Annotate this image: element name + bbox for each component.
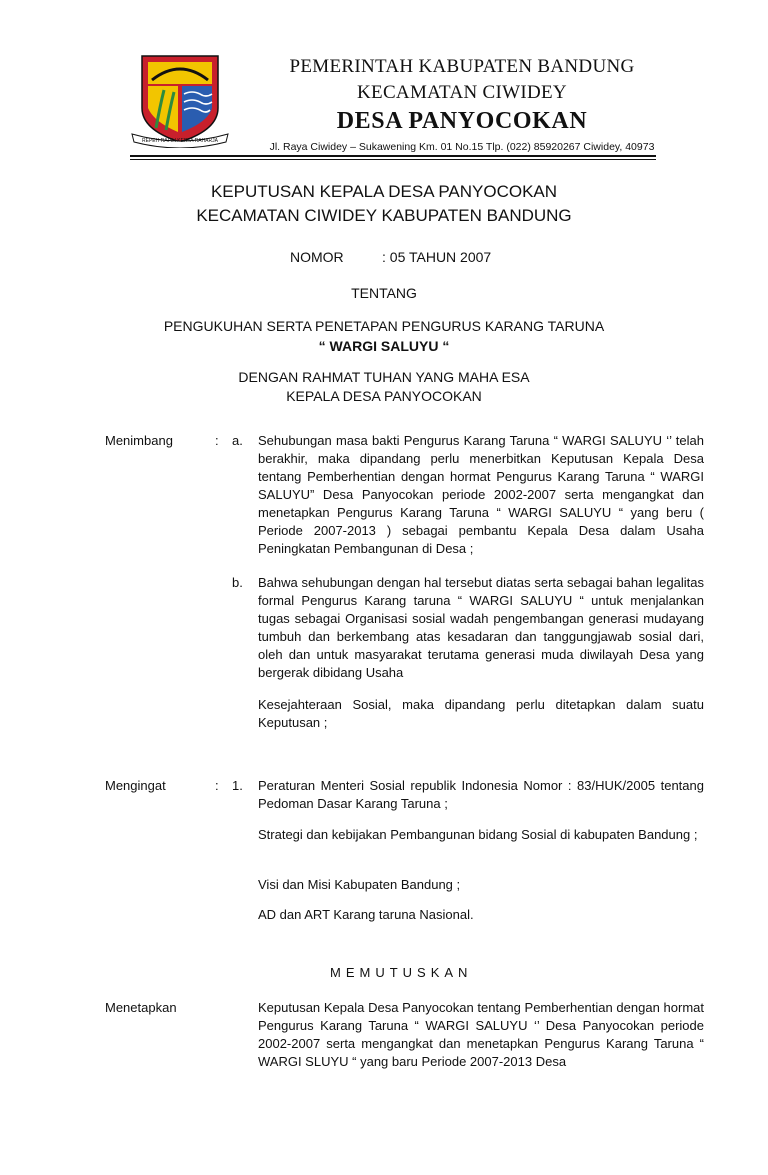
- letterhead-address: Jl. Raya Ciwidey – Sukawening Km. 01 No.15 Tlp. (022) 85920267 Ciwidey, 40973: [269, 141, 655, 153]
- menimbang-label: Menimbang: [105, 433, 173, 448]
- menetapkan-label: Menetapkan: [105, 1000, 177, 1015]
- mengingat-item2: Strategi dan kebijakan Pembangunan bidang Sosial di kabupaten Bandung ;: [258, 827, 698, 842]
- mengingat-marker: 1.: [232, 778, 243, 793]
- decree-number-label: NOMOR: [290, 249, 344, 265]
- letterhead-divider: [130, 155, 656, 157]
- letterhead-village-name: DESA PANYOCOKAN: [336, 108, 588, 134]
- decree-title-line2: KECAMATAN CIWIDEY KABUPATEN BANDUNG: [196, 206, 572, 225]
- letterhead: [262, 54, 662, 156]
- mengingat-colon: :: [215, 778, 219, 793]
- mengingat-item3: Visi dan Misi Kabupaten Bandung ;: [258, 877, 461, 892]
- menimbang-a-text: Sehubungan masa bakti Pengurus Karang Taruna “ WARGI SALUYU ‘’ telah berakhir, maka dipandang perlu menerbitkan Keputusan Kepala Desa tentang Pemberhentian dengan hormat Pengurus Karang Taruna “ WARGI SALUYU” Desa Panyocokan periode 2002-2007 serta mengangkat dan menetapkan Pengurus Karang Taruna “ WARGI SALUYU “ yang beru ( Periode 2007-2013 ) sebagai pembantu Kepala Desa dalam Usaha Peningkatan Pembangunan di Desa ;: [258, 433, 704, 556]
- decree-title-line1: KEPUTUSAN KEPALA DESA PANYOCOKAN: [210, 182, 558, 201]
- menimbang-b-marker: b.: [232, 575, 243, 590]
- kabupaten-bandung-logo: [130, 50, 230, 148]
- mengingat-label: Mengingat: [105, 778, 166, 793]
- menimbang-b-text: Bahwa sehubungan dengan hal tersebut diatas serta sebagai bahan legalitas formal Pengurus Karang taruna “ WARGI SALUYU “ untuk menjalankan tugas sebagai Organisasi sosial wadah pengembangan generasi mudayang tumbuh dan berkembang atas kesadaran dan tanggungjawab sosial dari, oleh dan untuk masyarakat terutama generasi muda diwilayah Desa yang bergerak dibidang Usaha: [258, 575, 704, 680]
- memutuskan-heading: MEMUTUSKAN: [330, 965, 473, 980]
- decree-number: [290, 248, 491, 266]
- menetapkan-text: Keputusan Kepala Desa Panyocokan tentang Pemberhentian dengan hormat Pengurus Karang Taruna “ WARGI SALUYU ‘’ Desa Panyocokan periode 2002-2007 serta mengangkat dan menetapkan Pengurus Karang Taruna “ WARGI SLUYU “ yang baru Periode 2007-2013 Desa: [258, 1000, 704, 1069]
- menimbang-b-text-continued: Kesejahteraan Sosial, maka dipandang perlu ditetapkan dalam suatu Keputusan ;: [258, 697, 704, 730]
- decree-number-value: : 05 TAHUN 2007: [382, 249, 492, 265]
- tentang-heading: TENTANG: [351, 285, 417, 301]
- letterhead-line2: KECAMATAN CIWIDEY: [357, 82, 567, 103]
- mengingat-item1: Peraturan Menteri Sosial republik Indonesia Nomor : 83/HUK/2005 tentang Pedoman Dasar Karang Taruna ;: [258, 778, 704, 811]
- mengingat-item4: AD dan ART Karang taruna Nasional.: [258, 907, 474, 922]
- logo-motto: REPEH RAPIH KERTA RAHARJA: [142, 138, 218, 144]
- letterhead-divider-thin: [130, 159, 656, 160]
- subject-line2: “ WARGI SALUYU “: [318, 338, 450, 354]
- menimbang-colon: :: [215, 433, 219, 448]
- letterhead-line1: PEMERINTAH KABUPATEN BANDUNG: [289, 56, 635, 77]
- menimbang-a-marker: a.: [232, 433, 243, 448]
- subject-line1: PENGUKUHAN SERTA PENETAPAN PENGURUS KARANG TARUNA: [163, 318, 605, 334]
- rahmat-line1: DENGAN RAHMAT TUHAN YANG MAHA ESA: [238, 369, 530, 385]
- rahmat-line2: KEPALA DESA PANYOCOKAN: [286, 388, 482, 404]
